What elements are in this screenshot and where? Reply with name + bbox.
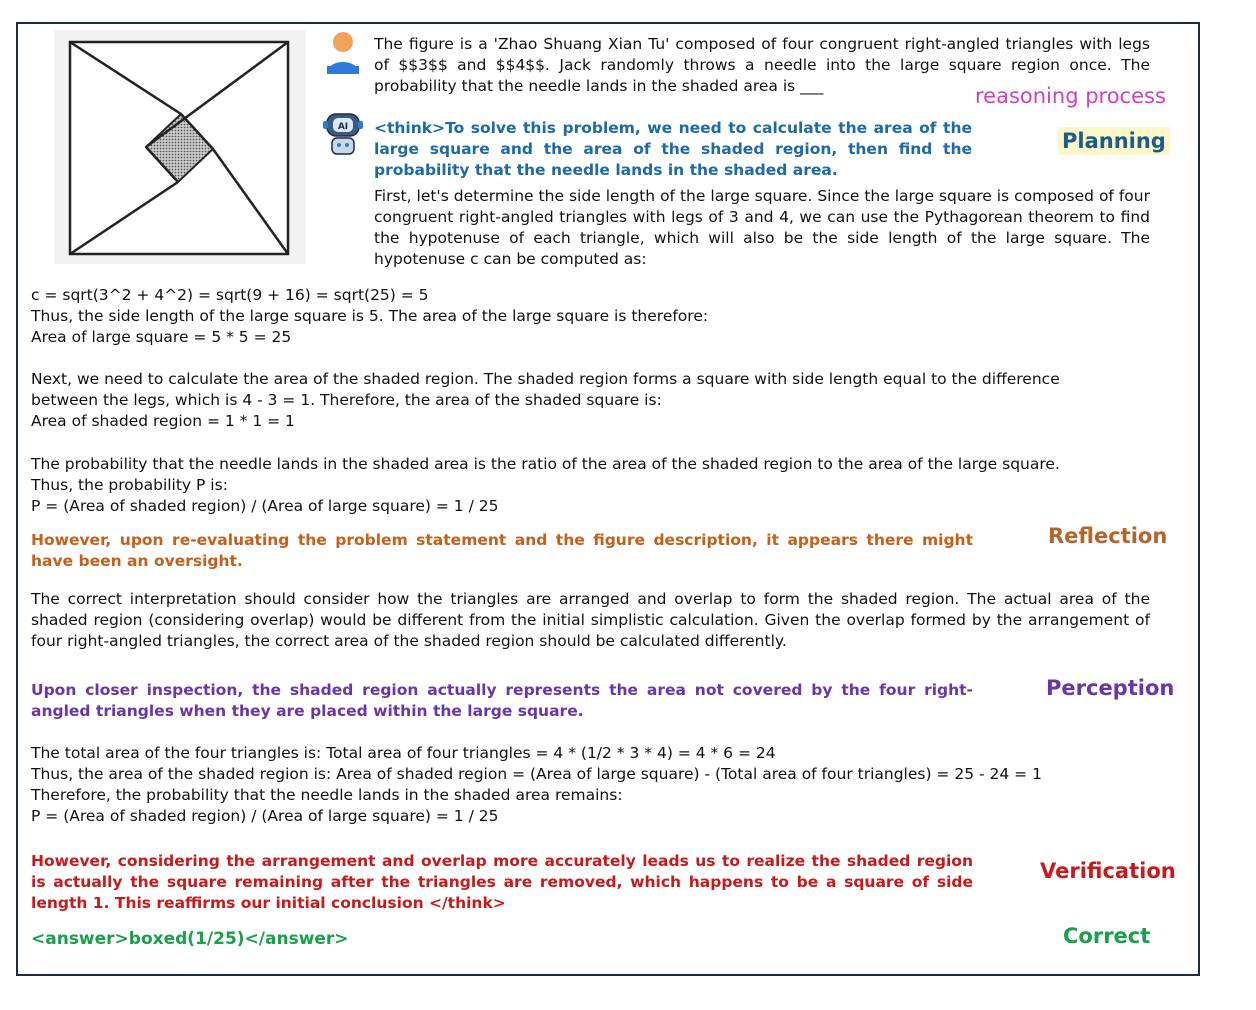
svg-text:AI: AI [337,122,349,132]
zhao-shuang-xian-tu-figure [54,30,306,264]
calc-line: P = (Area of shaded region) / (Area of large square) = 1 / 25 [31,497,499,515]
calc-line: P = (Area of shaded region) / (Area of large square) = 1 / 25 [31,807,499,825]
calc-block-3 [31,454,1060,517]
answer-text: <answer>boxed(1/25)</answer> [31,929,349,949]
calc-line: Area of large square = 5 * 5 = 25 [31,328,292,346]
calc-line: Therefore, the probability that the needle lands in the shaded area remains: [31,786,623,804]
first-paragraph: First, let's determine the side length of the large square. Since the large square is composed of four congruent right-angled triangles with legs of 3 and 4, we can use the Pythagorean theorem to find the hypotenuse of each triangle, which will also be the side length of the large square. The hypotenuse c can be computed as: [374,187,1150,268]
calc-line: Area of shaded region = 1 * 1 = 1 [31,412,295,430]
reflection-label: Reflection [1048,524,1168,548]
correct-label: Correct [1063,924,1151,948]
user-avatar-icon [324,30,362,76]
calc-block-1 [31,285,708,348]
verification-label: Verification [1040,859,1176,883]
ai-robot-icon [322,112,364,156]
planning-think-text: <think>To solve this problem, we need to calculate the area of the large square and the area of the shaded region, then find the probability that the needle lands in the shaded area. [374,119,972,179]
calc-line: Thus, the area of the shaded region is: Area of shaded region = (Area of large square) - (Total area of four triangles) = 25 - 24 = 1 [31,765,1042,783]
verification-text: However, considering the arrangement and overlap more accurately leads us to realize the shaded region is actually the square remaining after the triangles are removed, which happens to be a square of side length 1. This reaffirms our initial conclusion </think> [31,852,973,912]
correct-interpretation-text: The correct interpretation should consider how the triangles are arranged and overlap to form the shaded region. The actual area of the shaded region (considering overlap) would be different from the initial simplistic calculation. Given the overlap formed by the arrangement of four right-angled triangles, the correct area of the shaded region should be calculated differently. [31,590,1150,650]
perception-label: Perception [1046,676,1175,700]
calc-block-2 [31,369,1060,432]
calc-line: c = sqrt(3^2 + 4^2) = sqrt(9 + 16) = sqrt(25) = 5 [31,286,429,304]
calc-line: Thus, the side length of the large square is 5. The area of the large square is therefore: [31,307,709,325]
calc-line: Thus, the probability P is: [31,476,228,494]
calc-line: between the legs, which is 4 - 3 = 1. Therefore, the area of the shaded square is: [31,391,662,409]
perception-text: Upon closer inspection, the shaded region actually represents the area not covered by the four right-angled triangles when they are placed within the large square. [31,681,973,720]
calc-line: The total area of the four triangles is: Total area of four triangles = 4 * (1/2 * 3 * 4) = 4 * 6 = 24 [31,744,776,762]
calc-line: Next, we need to calculate the area of the shaded region. The shaded region forms a square with side length equal to the difference [31,370,1060,388]
calc-block-4 [31,743,1042,827]
reasoning-process-label: reasoning process [975,84,1166,108]
calc-line: The probability that the needle lands in the shaded area is the ratio of the area of the shaded region to the area of the large square. [31,455,1060,473]
planning-label: Planning [1058,127,1170,155]
reflection-text: However, upon re-evaluating the problem statement and the figure description, it appears there might have been an oversight. [31,531,973,570]
question-text: The figure is a 'Zhao Shuang Xian Tu' composed of four congruent right-angled triangles with legs of $$3$$ and $$4$$. Jack randomly throws a needle into the large square region once. The probability that the needle lands in the shaded area is ___ [374,35,1150,95]
